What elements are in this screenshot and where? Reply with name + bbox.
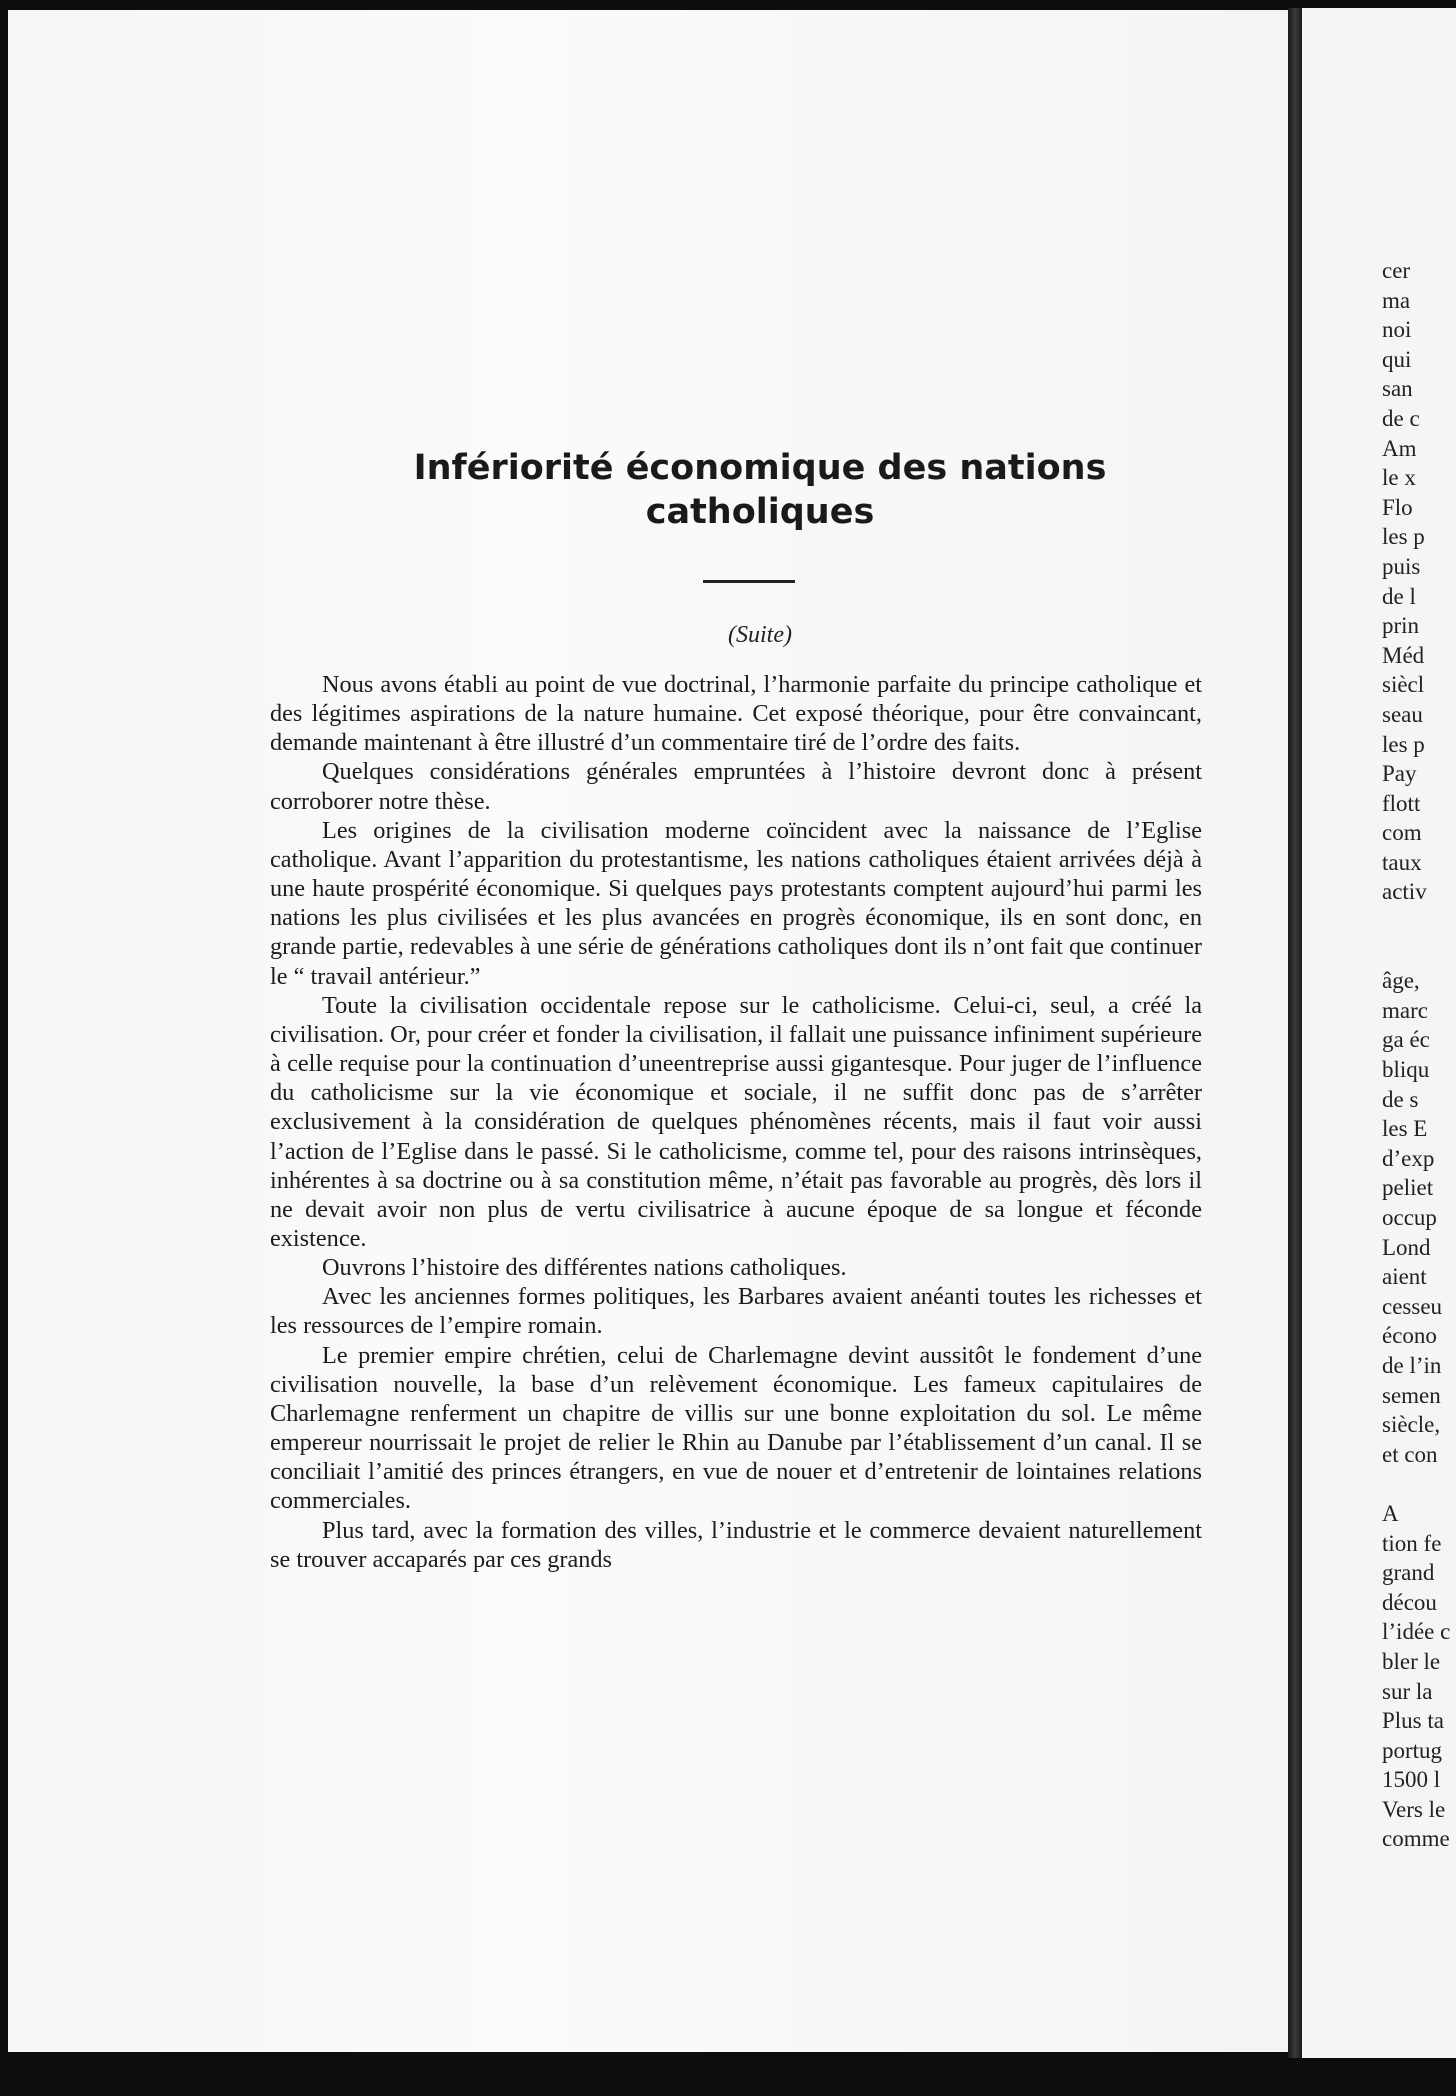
paragraph: Quelques considérations générales empruntées à l’histoire devront donc à présent corroborer notre thèse. xyxy=(270,758,1202,815)
paragraph: Le premier empire chrétien, celui de Charlemagne devint aussitôt le fondement d’une civilisation nouvelle, la base d’un relèvement économique. Les fameux capitulaires de Charlemagne renferment un chapitre de villis sur une bonne exploitation du sol. Le même empereur nourrissait le projet de relier le Rhin au Danube par l’établissement d’un canal. Il se conciliait l’amitié des princes étrangers, en vue de nouer et d’entretenir de lointaines relations commerciales. xyxy=(270,1341,1202,1515)
right-page-line: flott xyxy=(1382,790,1421,816)
right-page-line: sur la xyxy=(1382,1678,1433,1704)
paragraph: Avec les anciennes formes politiques, les Barbares avaient anéanti toutes les richesses et les ressources de l’empire romain. xyxy=(270,1283,1202,1340)
right-page-line: âge, xyxy=(1382,968,1420,994)
right-page-line: de c xyxy=(1382,405,1420,431)
right-page-line: occup xyxy=(1382,1205,1437,1230)
paragraph: Ouvrons l’histoire des différentes nations catholiques. xyxy=(322,1254,847,1282)
paragraph: Nous avons établi au point de vue doctrinal, l’harmonie parfaite du principe catholique et des légitimes aspirations de la nature humaine. Cet exposé théorique, pour être convaincant, demande maintenant à être illustré d’un commentaire tiré de l’ordre des faits. xyxy=(270,671,1202,757)
right-page-line: de l xyxy=(1382,583,1416,609)
right-page xyxy=(1302,8,1456,2058)
right-page-line: les E xyxy=(1382,1116,1428,1142)
right-page-line: comme xyxy=(1382,1826,1450,1852)
article-title: Infériorité économique des nations catholiques xyxy=(413,448,1107,532)
right-page-line: marc xyxy=(1382,997,1428,1023)
right-page-line: san xyxy=(1382,376,1413,402)
article-body xyxy=(270,670,1202,1574)
right-page-line: qui xyxy=(1382,346,1412,372)
right-page-line: puis xyxy=(1382,553,1421,579)
paragraph: Toute la civilisation occidentale repose sur le catholicisme. Celui-ci, seul, a créé la civilisation. Or, pour créer et fonder la civilisation, il fallait une puissance infiniment supérieure à celle requise pour la continuation d’uneentreprise aussi gigantesque. Pour juger de l’influence du catholicisme sur la vie économique et sociale, il ne suffit donc pas de s’arrêter exclusivement à la considération de quelques phénomènes récents, mais il faut voir aussi l’action de l’Eglise dans le passé. Si le catholicisme, comme tel, pour des raisons intrinsèques, inhérentes à sa doctrine ou à sa constitution même, n’était pas favorable au progrès, dès lors il ne devait avoir non plus de vertu civilisatrice à aucune époque de sa longue et féconde existence. xyxy=(270,991,1202,1252)
right-page-line: semen xyxy=(1382,1382,1441,1408)
right-page-line: prin xyxy=(1382,613,1420,639)
right-page-line: et con xyxy=(1382,1441,1438,1467)
right-page-line: les p xyxy=(1382,524,1425,550)
right-page-line: Méd xyxy=(1382,642,1425,668)
article-subtitle: (Suite) xyxy=(728,622,792,648)
title-divider xyxy=(703,580,795,583)
right-page-line: de l’in xyxy=(1382,1352,1442,1378)
right-page-line: Am xyxy=(1382,435,1417,461)
right-page-line: écono xyxy=(1382,1323,1437,1349)
paragraph: Plus tard, avec la formation des villes, l’industrie et le commerce devaient naturellement se trouver accaparés par ces grands xyxy=(270,1516,1202,1573)
right-page-line: taux xyxy=(1382,849,1422,875)
right-page-line: décou xyxy=(1382,1589,1437,1615)
right-page-line: bler le xyxy=(1382,1648,1441,1674)
right-page-line xyxy=(1382,1469,1456,1499)
right-page-line xyxy=(1382,907,1456,937)
right-page-line: l’idée c xyxy=(1382,1619,1451,1645)
right-page-line: tion fe xyxy=(1382,1530,1442,1556)
right-page-line: cesseu xyxy=(1382,1293,1443,1319)
right-page-line: 1500 l xyxy=(1382,1767,1441,1793)
right-page-line: siècl xyxy=(1382,672,1425,698)
right-page-line: les p xyxy=(1382,731,1425,757)
right-page-line: Pay xyxy=(1382,761,1417,787)
right-page-line: Plus ta xyxy=(1382,1708,1444,1734)
right-page-line: aient xyxy=(1382,1264,1427,1290)
right-page-line: activ xyxy=(1382,879,1427,905)
paragraph: Les origines de la civilisation moderne coïncident avec la naissance de l’Eglise catholique. Avant l’apparition du protestantisme, les nations catholiques étaient arrivées déjà à une haute prospérité économique. Si quelques pays protestants comptent aujourd’hui parmi les nations les plus civilisées et les plus avancées en progrès économique, ils en sont donc, en grande partie, redevables à une série de générations catholiques dont ils n’ont fait que continuer le “ travail antérieur.” xyxy=(270,816,1202,990)
right-page-line: ma xyxy=(1382,287,1411,313)
right-page-line: noi xyxy=(1382,317,1412,343)
right-page-line: Flo xyxy=(1382,494,1413,520)
right-page-line xyxy=(1382,937,1456,967)
right-page-line: com xyxy=(1382,820,1422,846)
right-page-line: le x xyxy=(1382,465,1416,491)
right-page-line: seau xyxy=(1382,701,1423,727)
right-page-line: portug xyxy=(1382,1737,1443,1763)
right-page-line: Vers le xyxy=(1382,1796,1446,1822)
right-page-line: d’exp xyxy=(1382,1145,1435,1171)
right-page-line: ga éc xyxy=(1382,1027,1430,1053)
right-page-line: siècle, xyxy=(1382,1412,1441,1438)
right-page-line: cer xyxy=(1382,258,1411,283)
right-page-line: bliqu xyxy=(1382,1057,1430,1083)
right-page-line: A xyxy=(1382,1500,1399,1526)
right-page-line: de s xyxy=(1382,1086,1419,1112)
right-page-line: peliet xyxy=(1382,1175,1434,1201)
right-page-line: grand xyxy=(1382,1560,1435,1586)
right-page-line: Lond xyxy=(1382,1234,1431,1260)
right-page-text-fragments xyxy=(1382,256,1456,1854)
book-gutter xyxy=(1288,8,1302,2058)
